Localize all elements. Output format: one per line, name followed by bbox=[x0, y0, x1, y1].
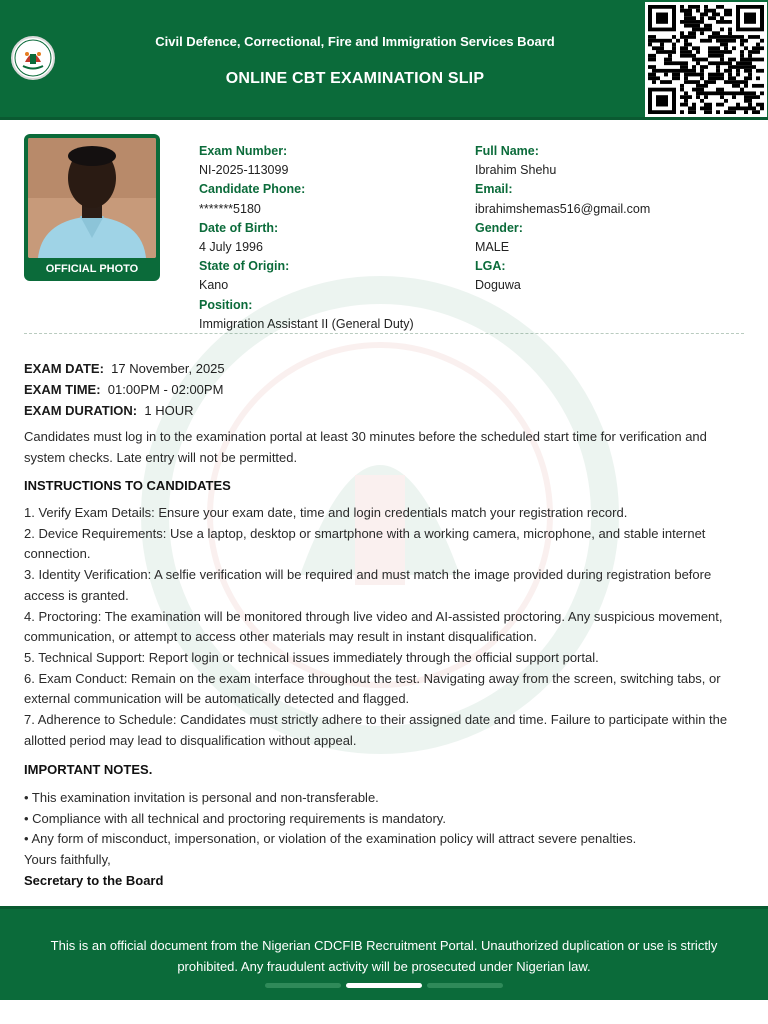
gender-value: MALE bbox=[475, 240, 510, 255]
phone-label: Candidate Phone: bbox=[199, 182, 306, 197]
note-item: • Any form of misconduct, impersonation, or violation of the examination policy will attract severe penalties. bbox=[24, 831, 637, 847]
exam-time-label: EXAM TIME: bbox=[24, 382, 101, 397]
state-value: Kano bbox=[199, 278, 229, 293]
candidate-info-right bbox=[475, 142, 650, 296]
position-value: Immigration Assistant II (General Duty) bbox=[199, 316, 414, 331]
official-photo-label: OFFICIAL PHOTO bbox=[45, 263, 139, 275]
footer-disclaimer: This is an official document from the Nigerian CDCFIB Recruitment Portal. Unauthorized duplication or use is strictly prohibited. Any fraudulent activity will be prosecuted under Nigerian law. bbox=[50, 938, 718, 974]
full-name-label: Full Name: bbox=[475, 144, 539, 158]
instruction-item: 5. Technical Support: Report login or technical issues immediately through the official support portal. bbox=[24, 649, 599, 665]
state-label: State of Origin: bbox=[199, 259, 290, 274]
exam-time-value: 01:00PM - 02:00PM bbox=[107, 382, 224, 397]
gender-label: Gender: bbox=[475, 220, 523, 235]
position-label: Position: bbox=[199, 297, 253, 312]
header-banner bbox=[0, 0, 768, 120]
exam-duration-value: 1 HOUR bbox=[144, 403, 194, 418]
exam-date-label: EXAM DATE: bbox=[24, 361, 104, 376]
dob-value: 4 July 1996 bbox=[199, 240, 263, 255]
nav-indicator-bar bbox=[427, 983, 503, 988]
full-name-value: Ibrahim Shehu bbox=[475, 163, 557, 178]
instructions-title: INSTRUCTIONS TO CANDIDATES bbox=[24, 478, 231, 493]
notes-title: IMPORTANT NOTES. bbox=[24, 762, 153, 777]
note-item: • Compliance with all technical and proctoring requirements is mandatory. bbox=[24, 810, 446, 826]
nav-indicator-bar-active bbox=[346, 983, 422, 988]
instruction-item: 7. Adherence to Schedule: Candidates must strictly adhere to their assigned date and time. Failure to participate within the allotted period may lead to disqualification without appeal. bbox=[24, 712, 728, 748]
footer-banner bbox=[0, 906, 768, 1000]
closing-line: Yours faithfully, bbox=[24, 852, 111, 868]
exam-duration-label: EXAM DURATION: bbox=[24, 403, 138, 418]
note-item: • This examination invitation is personal and non-transferable. bbox=[24, 790, 379, 805]
lga-label: LGA: bbox=[475, 259, 506, 274]
qr-code-icon bbox=[645, 2, 767, 117]
email-value: ibrahimshemas516@gmail.com bbox=[475, 201, 651, 216]
login-notice: Candidates must log in to the examination portal at least 30 minutes before the scheduled start time for verification and system checks. Late entry will not be permitted. bbox=[24, 429, 707, 465]
signatory: Secretary to the Board bbox=[24, 872, 164, 888]
exam-details bbox=[24, 358, 225, 421]
instruction-item: 6. Exam Conduct: Remain on the exam interface throughout the test. Navigating away from the screen, switching tabs, or external communication will be automatically detected and flagged. bbox=[24, 670, 721, 707]
notes-list bbox=[24, 788, 750, 892]
dob-label: Date of Birth: bbox=[199, 220, 279, 235]
exam-number-value: NI-2025-113099 bbox=[199, 163, 289, 178]
instruction-item: 1. Verify Exam Details: Ensure your exam date, time and login credentials match your registration record. bbox=[24, 505, 628, 520]
instructions-list bbox=[24, 503, 750, 751]
board-name: Civil Defence, Correctional, Fire and Immigration Services Board bbox=[155, 34, 555, 49]
slip-title: ONLINE CBT EXAMINATION SLIP bbox=[225, 70, 485, 87]
exam-date-value: 17 November, 2025 bbox=[111, 361, 225, 376]
instruction-item: 3. Identity Verification: A selfie verification will be required and must match the image provided during registration before access is granted. bbox=[24, 567, 712, 603]
instruction-item: 4. Proctoring: The examination will be monitored through live video and AI-assisted proctoring. Any suspicious movement, communication, or attempt to access other materials may result in instant disqualification. bbox=[24, 608, 723, 645]
lga-value: Doguwa bbox=[475, 278, 521, 293]
phone-value: *******5180 bbox=[199, 201, 261, 216]
candidate-photo bbox=[28, 138, 156, 258]
email-label: Email: bbox=[475, 182, 513, 197]
official-photo-card bbox=[24, 134, 160, 281]
exam-number-label: Exam Number: bbox=[199, 144, 288, 158]
nav-indicator-bar bbox=[265, 983, 341, 988]
instruction-item: 2. Device Requirements: Use a laptop, desktop or smartphone with a working camera, microphone, and stable internet connection. bbox=[24, 525, 706, 562]
